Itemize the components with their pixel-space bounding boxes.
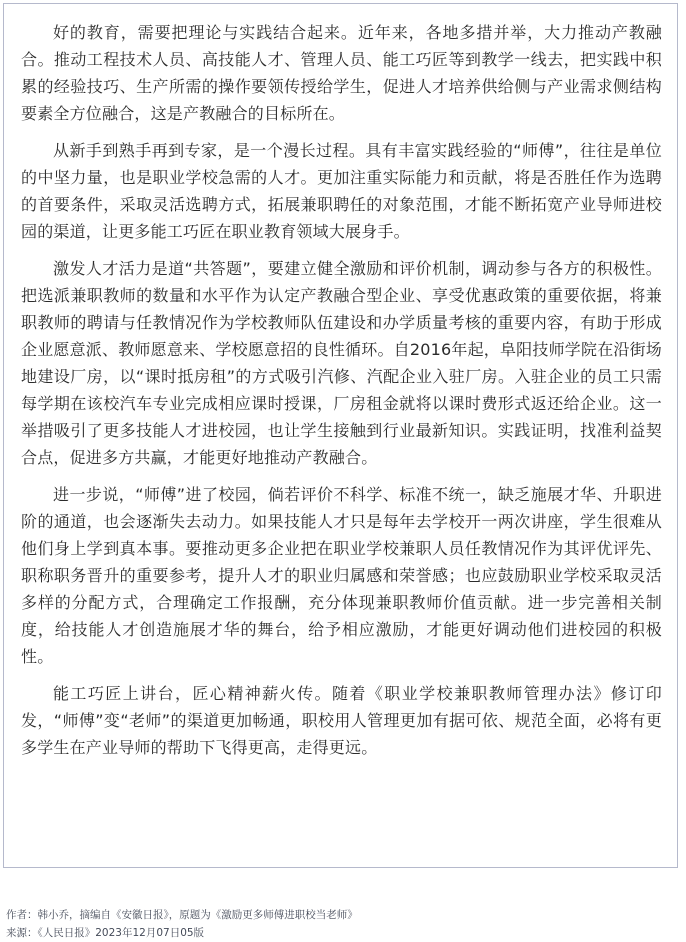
paragraph-4: 进一步说，“师傅”进了校园，倘若评价不科学、标准不统一，缺乏施展才华、升职进阶的通道，也会逐渐失去动力。如果技能人才只是每年去学校开一两次讲座，学生很难从他们身上学到真本事。要推动更多企业把在职业学校兼职人员任教情况作为其评优评先、职称职务晋升的重要参考，提升人才的职业归属感和荣誉感；也应鼓励职业学校采取灵活多样的分配方式，合理确定工作报酬，充分体现兼职教师价值贡献。进一步完善相关制度，给技能人才创造施展才华的舞台，给予相应激励，才能更好调动他们进校园的积极性。 [21,485,662,666]
paragraph-5: 能工巧匠上讲台，匠心精神薪火传。随着《职业学校兼职教师管理办法》修订印发，“师傅”变“老师”的渠道更加畅通，职校用人管理更加有据可依、规范全面，必将有更多学生在产业导师的帮助下飞得更高，走得更远。 [21,684,662,757]
author-credit: 作者：韩小乔，摘编自《安徽日报》，原题为《激励更多师傅进职校当老师》 [6,909,358,921]
paragraph-3: 激发人才活力是道“共答题”，要建立健全激励和评价机制，调动参与各方的积极性。把选派兼职教师的数量和水平作为认定产教融合型企业、享受优惠政策的重要依据，将兼职教师的聘请与任教情况作为学校教师队伍建设和办学质量考核的重要内容，有助于形成企业愿意派、教师愿意来、学校愿意招的良性循环。自2016年起，阜阳技师学院在沿街场地建设厂房，以“课时抵房租”的方式吸引汽修、汽配企业入驻厂房。入驻企业的员工只需每学期在该校汽车专业完成相应课时授课，厂房租金就将以课时费形式返还给企业。这一举措吸引了更多技能人才进校园，也让学生接触到行业最新知识。实践证明，找准利益契合点，促进多方共赢，才能更好地推动产教融合。 [21,259,662,467]
article-body [3,3,678,868]
paragraph-1: 好的教育，需要把理论与实践结合起来。近年来，各地多措并举，大力推动产教融合。推动工程技术人员、高技能人才、管理人员、能工巧匠等到教学一线去，把实践中积累的经验技巧、生产所需的操作要领传授给学生，促进人才培养供给侧与产业需求侧结构要素全方位融合，这是产教融合的目标所在。 [21,23,662,123]
paragraph-2: 从新手到熟手再到专家，是一个漫长过程。具有丰富实践经验的“师傅”，往往是单位的中坚力量，也是职业学校急需的人才。更加注重实际能力和贡献，将是否胜任作为选聘的首要条件，采取灵活选聘方式，拓展兼职聘任的对象范围，才能不断拓宽产业导师进校园的渠道，让更多能工巧匠在职业教育领域大展身手。 [21,141,662,241]
source-credit: 来源：《人民日报》2023年12月07日05版 [6,927,205,939]
